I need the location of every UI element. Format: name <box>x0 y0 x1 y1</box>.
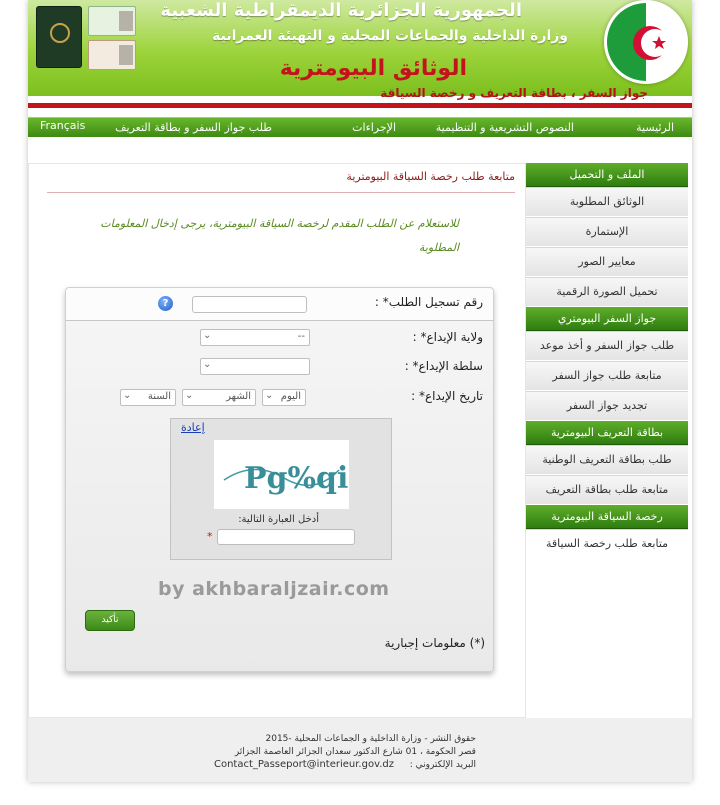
sidebar-item-passport-request[interactable]: طلب جواز السفر و أخذ موعد <box>526 331 688 361</box>
mandatory-note: (*) معلومات إجبارية <box>384 636 485 650</box>
captcha-label: أدخل العبارة التالية: <box>238 514 319 525</box>
header-divider <box>28 103 692 108</box>
captcha-text: Pg%qi <box>244 461 349 496</box>
chevron-down-icon: ⌄ <box>203 330 212 341</box>
sidebar-section-files: الملف و التحميل <box>526 163 688 187</box>
captcha-image <box>214 440 349 509</box>
header-ministry-title: وزارة الداخلية والجماعات المحلية و التهيئة العمرانية <box>212 28 568 44</box>
date-label: تاريخ الإيداع* : <box>411 389 483 403</box>
sidebar-section-passport: جواز السفر البيومتري <box>526 307 688 331</box>
reg-number-label: رقم تسجيل الطلب* : <box>374 295 483 309</box>
month-select[interactable]: الشهر ⌄ <box>182 389 256 406</box>
footer-email-link[interactable]: Contact_Passeport@interieur.gov.dz <box>213 759 394 770</box>
captcha-panel <box>170 418 392 560</box>
reg-number-input[interactable] <box>192 296 307 313</box>
year-select[interactable]: السنة ⌄ <box>120 389 176 406</box>
wilaya-select[interactable]: -- ⌄ <box>200 329 310 346</box>
authority-select[interactable] <box>200 358 310 375</box>
sidebar-item-photo-criteria[interactable]: معايير الصور <box>526 247 688 277</box>
watermark-text: by akhbaraljzair.com <box>158 578 390 600</box>
chevron-down-icon: ⌄ <box>185 390 194 401</box>
chevron-down-icon: ⌄ <box>203 359 212 370</box>
sidebar <box>526 163 688 559</box>
sidebar-item-id-tracking[interactable]: متابعة طلب بطاقة التعريف <box>526 475 688 505</box>
confirm-button[interactable]: تأكيد <box>85 610 135 631</box>
nav-apply-passport-id[interactable]: طلب جواز السفر و بطاقة التعريف <box>115 121 272 134</box>
registration-row <box>66 288 493 321</box>
passport-image <box>36 6 82 68</box>
footer-email-label: البريد الإلكتروني : <box>409 760 476 770</box>
site-header <box>28 0 692 96</box>
chevron-down-icon: ⌄ <box>123 390 132 401</box>
nav-legal-texts[interactable]: النصوص التشريعية و التنظيمية <box>435 121 574 134</box>
sidebar-section-id-card: بطاقة التعريف البيومترية <box>526 421 688 445</box>
header-republic-title: الجمهورية الجزائرية الديمقراطية الشعبية <box>160 0 522 21</box>
header-site-title: الوثائق البيومترية <box>279 56 467 81</box>
captcha-input[interactable] <box>217 529 355 545</box>
sidebar-item-license-tracking[interactable]: متابعة طلب رخصة السياقة <box>526 529 688 559</box>
footer-copyright: حقوق النشر - وزارة الداخلية و الجماعات المحلية -2015 <box>265 734 476 744</box>
sidebar-item-form[interactable]: الإستمارة <box>526 217 688 247</box>
page-title: متابعة طلب رخصة السياقة البيومترية <box>346 170 515 183</box>
sidebar-item-required-docs[interactable]: الوثائق المطلوبة <box>526 187 688 217</box>
chevron-down-icon: ⌄ <box>265 390 274 401</box>
required-star: * <box>207 530 213 543</box>
footer-address: قصر الحكومة ، 01 شارع الدكتور سعدان الجزائر العاصمة الجزائر <box>234 747 476 757</box>
intro-text: للاستعلام عن الطلب المقدم لرخصة السياقة البيومترية، يرجى إدخال المعلومات المطلوبة <box>100 217 459 254</box>
page-container <box>28 0 692 782</box>
day-select[interactable]: اليوم ⌄ <box>262 389 306 406</box>
nav-procedures[interactable]: الإجراءات <box>352 121 396 134</box>
documents-illustration <box>36 4 138 72</box>
site-footer <box>28 718 692 782</box>
authority-label: سلطة الإيداع* : <box>404 359 483 373</box>
sidebar-item-passport-tracking[interactable]: متابعة طلب جواز السفر <box>526 361 688 391</box>
driving-license-image <box>88 40 136 70</box>
algeria-flag-logo <box>604 0 688 84</box>
main-content <box>28 163 526 718</box>
title-underline <box>47 192 515 193</box>
wilaya-label: ولاية الإيداع* : <box>412 330 483 344</box>
captcha-refresh-link[interactable]: إعادة <box>181 421 205 434</box>
nav-home[interactable]: الرئيسية <box>636 121 674 134</box>
help-icon[interactable]: ? <box>158 296 173 311</box>
sidebar-item-upload-photo[interactable]: تحميل الصورة الرقمية <box>526 277 688 307</box>
sidebar-item-passport-renewal[interactable]: تجديد جواز السفر <box>526 391 688 421</box>
id-card-image <box>88 6 136 36</box>
header-subtitle: جواز السفر ، بطاقة التعريف و رخصة السياقة <box>380 86 648 100</box>
nav-language-french[interactable]: Français <box>40 119 86 132</box>
sidebar-section-driving-license: رخصة السياقة البيومترية <box>526 505 688 529</box>
sidebar-item-id-request[interactable]: طلب بطاقة التعريف الوطنية <box>526 445 688 475</box>
tracking-form <box>65 287 494 672</box>
top-navigation <box>28 117 692 137</box>
